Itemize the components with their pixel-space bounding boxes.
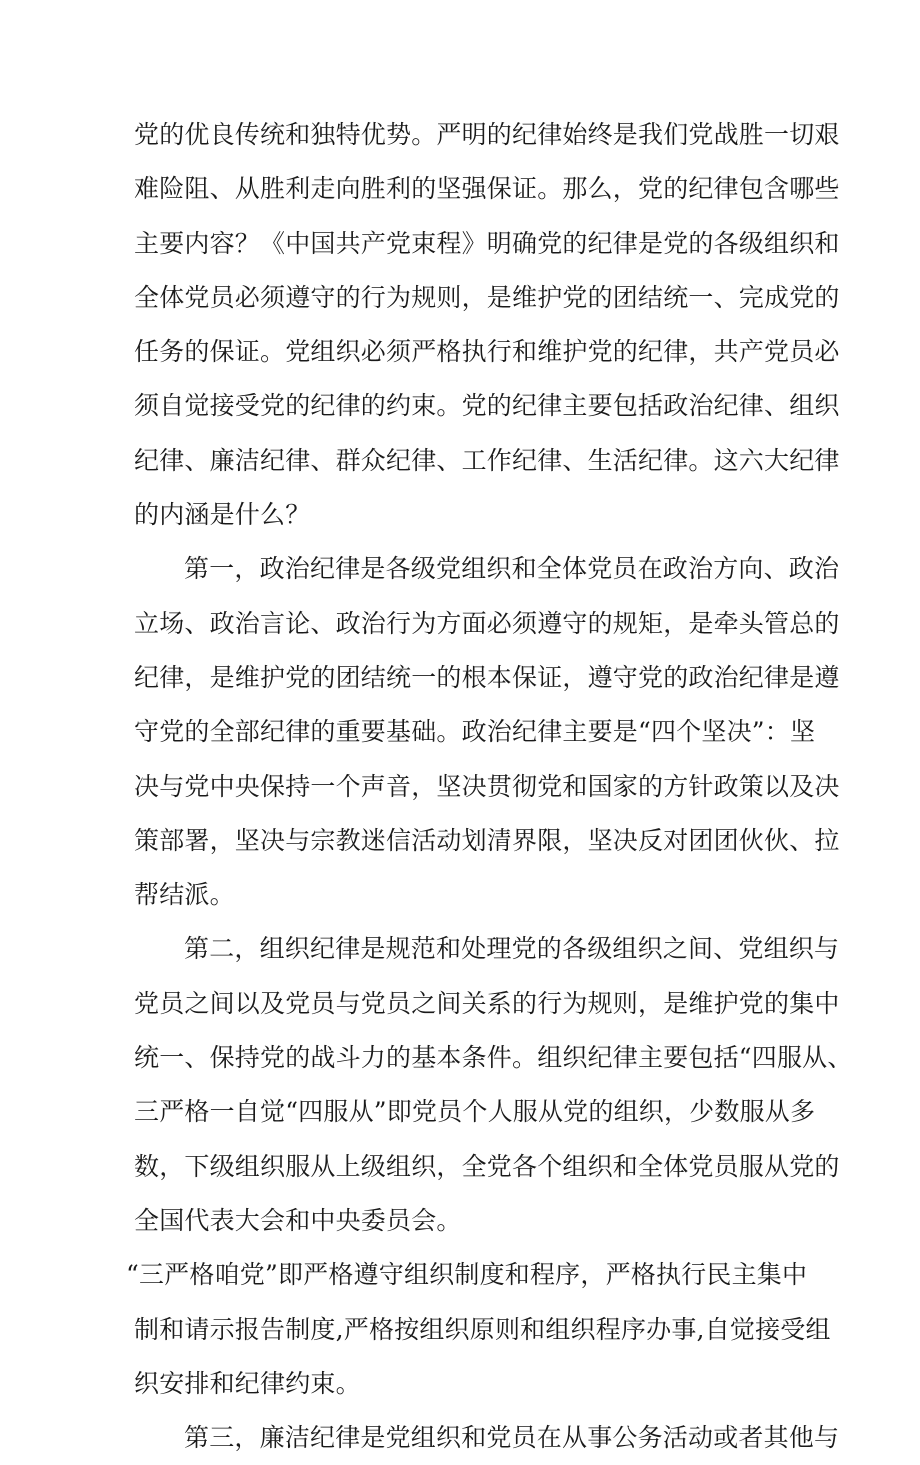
text-line: 织安排和纪律约束。 (134, 1368, 361, 1398)
text-line: 制和请示报告制度,严格按组织原则和组织程序办事,自觉接受组 (134, 1314, 831, 1344)
text-line: 三严格一自觉“四服从”即党员个人服从党的组织，少数服从多 (134, 1097, 816, 1127)
text-line: 立场、政治言论、政治行为方面必须遵守的规矩，是牵头管总的 (134, 608, 840, 638)
text-line: 全体党员必须遵守的行为规则，是维护党的团结统一、完成党的 (134, 282, 840, 312)
text-line: 须自觉接受党的纪律的约束。党的纪律主要包括政治纪律、组织 (134, 391, 840, 421)
text-line: 纪律、廉洁纪律、群众纪律、工作纪律、生活纪律。这六大纪律 (134, 445, 840, 475)
text-line: 纪律，是维护党的团结统一的根本保证，遵守党的政治纪律是遵 (134, 662, 840, 692)
text-line: 主要内容？《中国共产党束程》明确党的纪律是党的各级组织和 (134, 228, 840, 258)
text-line: 第三，廉洁纪律是党组织和党员在从事公务活动或者其他与 (184, 1423, 840, 1453)
text-line: 策部署，坚决与宗教迷信活动划清界限，坚决反对团团伙伙、拉 (134, 825, 840, 855)
body-text (126, 108, 853, 1465)
text-line: 任务的保证。党组织必须严格执行和维护党的纪律，共产党员必 (134, 337, 840, 367)
text-line: 守党的全部纪律的重要基础。政治纪律主要是“四个坚决”：坚 (134, 717, 816, 747)
text-line: 党的优良传统和独特优势。严明的纪律始终是我们党战胜一切艰 (134, 120, 840, 149)
text-line: 第二，组织纪律是规范和处理党的各级组织之间、党组织与 (184, 934, 840, 964)
text-line: “三严格咱党”即严格遵守组织制度和程序，严格执行民主集中 (126, 1260, 808, 1290)
text-line: 全国代表大会和中央委员会。 (134, 1205, 462, 1235)
text-line: 数，下级组织服从上级组织，全党各个组织和全体党员服从党的 (134, 1151, 840, 1181)
text-line: 党员之间以及党员与党员之间关系的行为规则，是维护党的集中 (134, 988, 840, 1018)
text-line: 第一，政治纪律是各级党组织和全体党员在政治方向、政治 (184, 554, 840, 584)
text-line: 统一、保持党的战斗力的基本条件。组织纪律主要包括“四服从、 (134, 1043, 853, 1073)
text-line: 的内涵是什么？ (134, 500, 311, 530)
text-line: 帮结派。 (134, 880, 235, 910)
text-line: 难险阻、从胜利走向胜利的坚强保证。那么，党的纪律包含哪些 (134, 174, 840, 204)
text-line: 决与党中央保持一个声音，坚决贯彻党和国家的方针政策以及决 (134, 771, 840, 801)
